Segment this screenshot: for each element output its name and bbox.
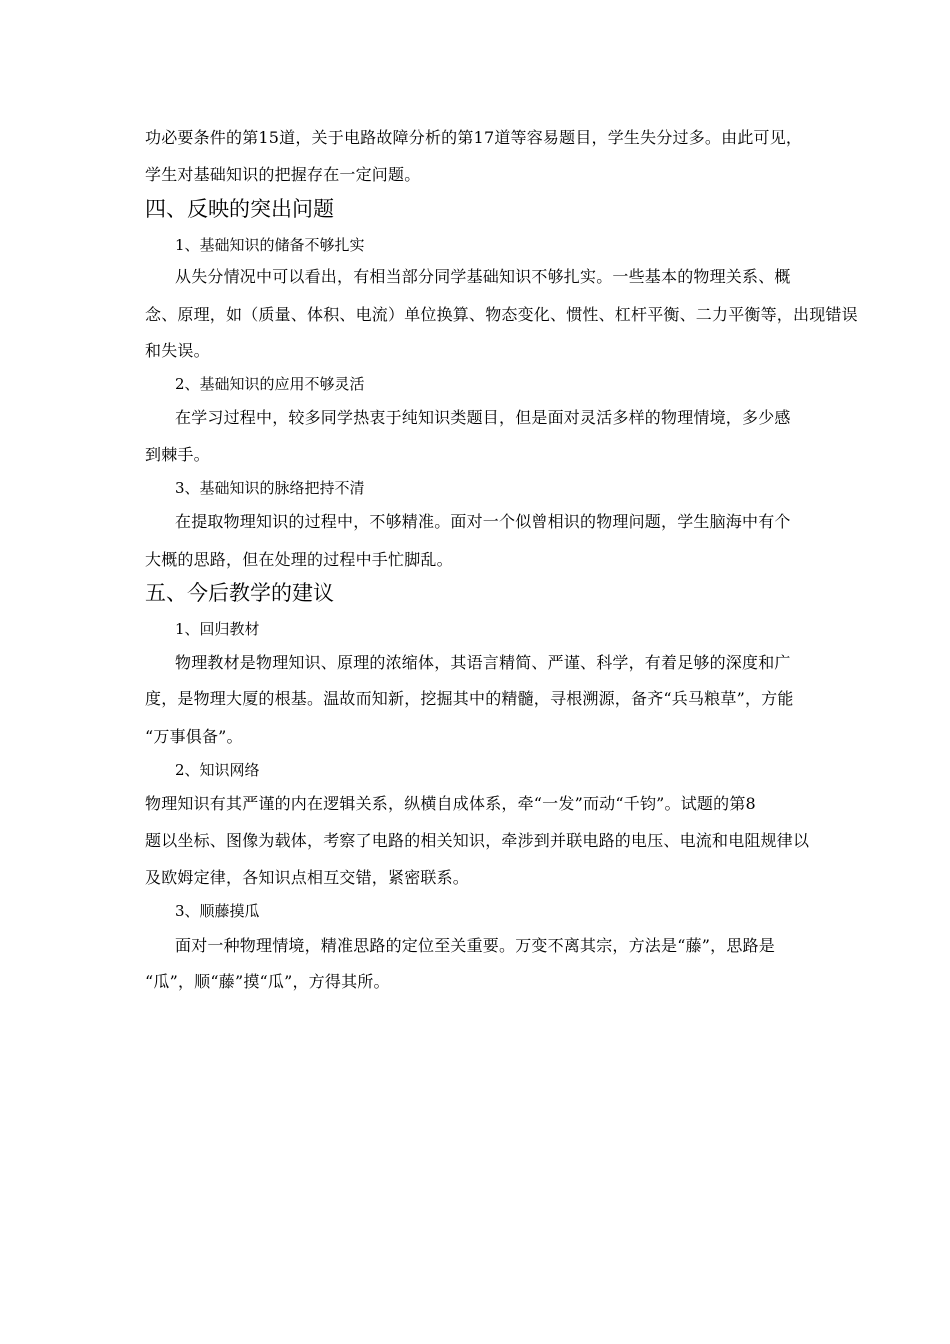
paragraph-line: 学生对基础知识的把握存在一定问题。 <box>145 165 421 184</box>
paragraph-line: 面对一种物理情境，精准思路的定位至关重要。万变不离其宗，方法是“藤”，思路是 <box>175 936 775 955</box>
paragraph-line: 念、原理，如（质量、体积、电流）单位换算、物态变化、惯性、杠杆平衡、二力平衡等，出现错误 <box>145 305 858 324</box>
subsection-heading: 1、回归教材 <box>175 620 260 638</box>
section-heading: 四、反映的突出问题 <box>145 197 334 221</box>
paragraph-line: 从失分情况中可以看出，有相当部分同学基础知识不够扎实。一些基本的物理关系、概 <box>175 267 791 286</box>
paragraph-line: 功必要条件的第15道，关于电路故障分析的第17道等容易题目，学生失分过多。由此可见， <box>145 128 803 147</box>
paragraph-line: 及欧姆定律，各知识点相互交错，紧密联系。 <box>145 868 470 887</box>
paragraph-line: 和失误。 <box>145 341 210 360</box>
paragraph-line: “瓜”，顺“藤”摸“瓜”，方得其所。 <box>145 972 390 991</box>
paragraph-line: “万事俱备”。 <box>145 727 243 746</box>
paragraph-line: 在学习过程中，较多同学热衷于纯知识类题目，但是面对灵活多样的物理情境，多少感 <box>175 408 791 427</box>
subsection-heading: 3、基础知识的脉络把持不清 <box>175 479 365 497</box>
subsection-heading: 1、基础知识的储备不够扎实 <box>175 236 365 254</box>
subsection-heading: 2、基础知识的应用不够灵活 <box>175 375 365 393</box>
paragraph-line: 题以坐标、图像为载体，考察了电路的相关知识，牵涉到并联电路的电压、电流和电阻规律以 <box>145 831 810 850</box>
section-heading: 五、今后教学的建议 <box>145 581 334 605</box>
paragraph-line: 物理知识有其严谨的内在逻辑关系，纵横自成体系，牵“一发”而动“千钧”。试题的第8 <box>145 794 756 813</box>
paragraph-line: 度，是物理大厦的根基。温故而知新，挖掘其中的精髓，寻根溯源，备齐“兵马粮草”，方能 <box>145 689 794 708</box>
subsection-heading: 2、知识网络 <box>175 761 260 779</box>
paragraph-line: 到棘手。 <box>145 445 210 464</box>
subsection-heading: 3、顺藤摸瓜 <box>175 902 260 920</box>
paragraph-line: 大概的思路，但在处理的过程中手忙脚乱。 <box>145 550 453 569</box>
paragraph-line: 在提取物理知识的过程中，不够精准。面对一个似曾相识的物理问题，学生脑海中有个 <box>175 512 791 531</box>
paragraph-line: 物理教材是物理知识、原理的浓缩体，其语言精简、严谨、科学，有着足够的深度和广 <box>175 653 791 672</box>
